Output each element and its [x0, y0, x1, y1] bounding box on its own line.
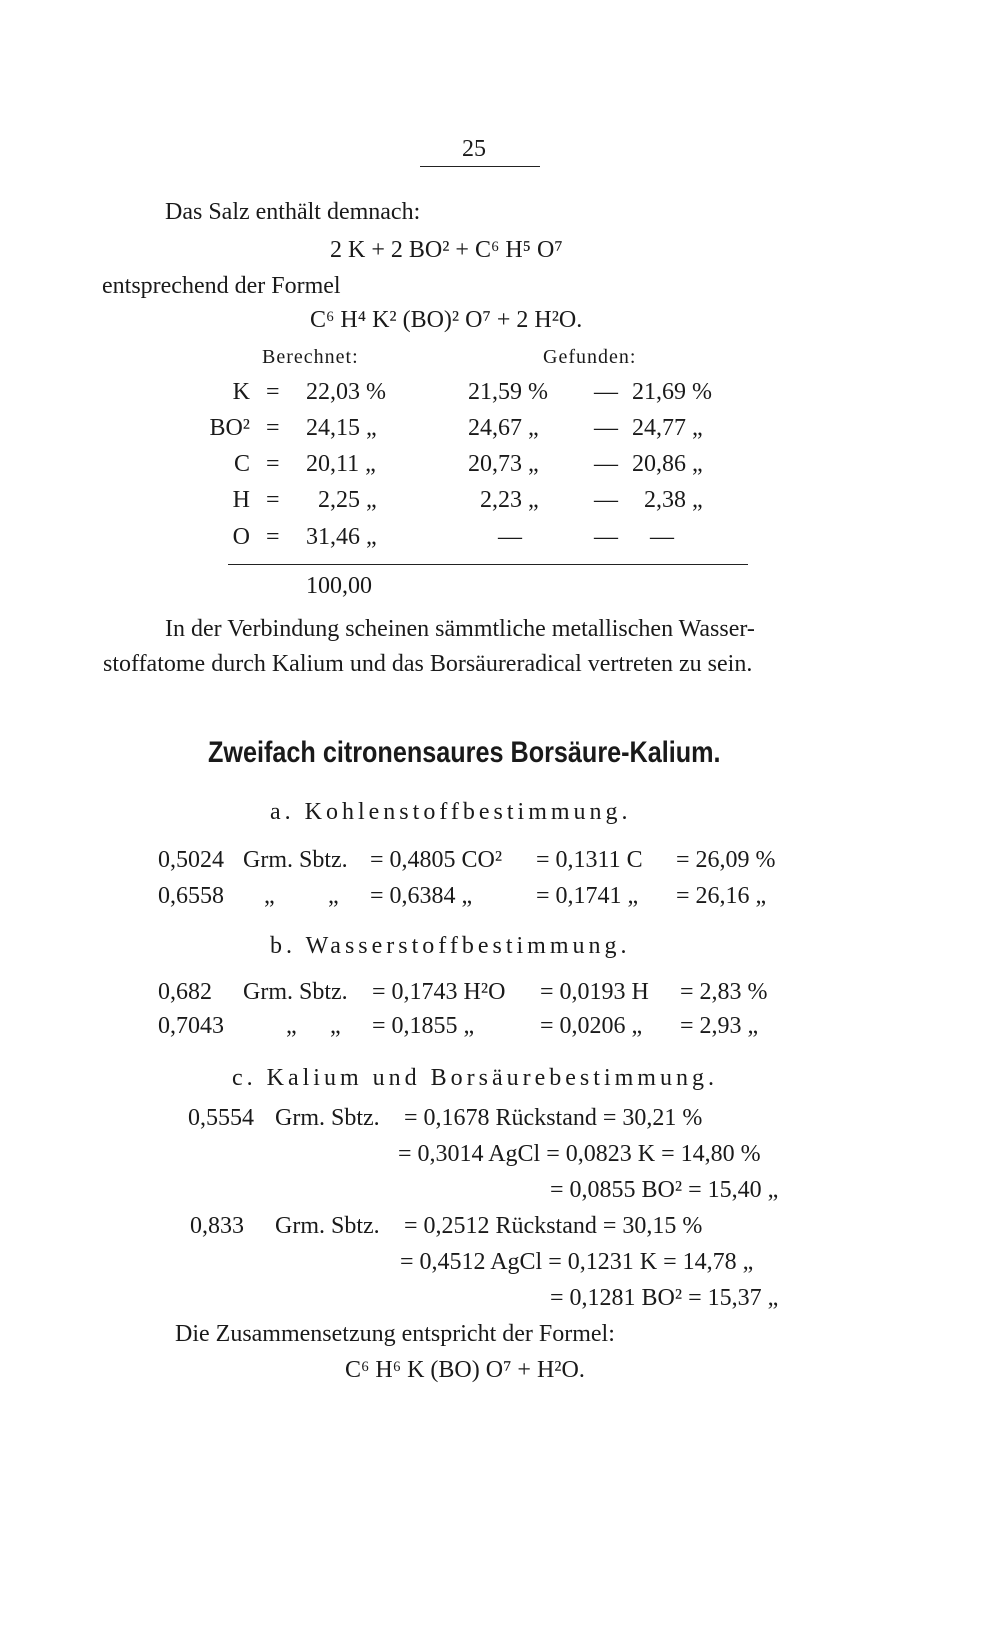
sample-unit: „ — [330, 1013, 341, 1039]
percent-value: = 2,83 % — [680, 979, 768, 1005]
result-equals: = — [266, 524, 280, 550]
element-value: = 0,1311 C — [536, 847, 643, 873]
result-calculated: 31,46 „ — [306, 524, 377, 550]
intro-line-2: entsprechend der Formel — [102, 273, 341, 299]
result-dash: — — [594, 487, 618, 513]
measured-value: = 0,4805 CO² — [370, 847, 503, 873]
result-found-1: — — [498, 524, 522, 550]
measured-value: = 0,1743 H²O — [372, 979, 506, 1005]
result-element: K — [232, 379, 250, 405]
analysis-line: = 0,2512 Rückstand = 30,15 % — [404, 1213, 703, 1239]
analysis-line: = 0,3014 AgCl = 0,0823 K = 14,80 % — [398, 1141, 761, 1167]
conclusion-line: Die Zusammensetzung entspricht der Formel: — [175, 1321, 615, 1347]
result-calculated: 24,15 „ — [306, 415, 377, 441]
sample-unit: „ — [286, 1013, 297, 1039]
subsection-c-title: c. Kalium und Borsäurebestimmung. — [232, 1065, 718, 1091]
result-calculated: 2,25 „ — [318, 487, 377, 513]
result-total: 100,00 — [306, 573, 372, 599]
sample-unit: Grm. Sbtz. — [275, 1213, 380, 1239]
result-found-2: 24,77 „ — [632, 415, 703, 441]
result-calculated: 22,03 % — [306, 379, 386, 405]
result-found-2: 21,69 % — [632, 379, 712, 405]
result-equals: = — [266, 451, 280, 477]
result-equals: = — [266, 379, 280, 405]
result-found-2: — — [650, 524, 674, 550]
conclusion-formula: C⁶ H⁶ K (BO) O⁷ + H²O. — [345, 1357, 585, 1383]
intro-line-1: Das Salz enthält demnach: — [165, 199, 421, 225]
page-number: 25 — [462, 136, 486, 162]
sample-weight: 0,6558 — [158, 883, 224, 909]
sample-unit: „ — [328, 883, 339, 909]
element-value: = 0,1741 „ — [536, 883, 639, 909]
sample-weight: 0,7043 — [158, 1013, 224, 1039]
result-found-1: 2,23 „ — [480, 487, 539, 513]
element-value: = 0,0206 „ — [540, 1013, 643, 1039]
measured-value: = 0,1855 „ — [372, 1013, 475, 1039]
sample-unit: Grm. Sbtz. — [275, 1105, 380, 1131]
page-number-rule — [420, 166, 540, 167]
intro-formula: C⁶ H⁴ K² (BO)² O⁷ + 2 H²O. — [310, 307, 583, 333]
subsection-b-title: b. Wasserstoffbestimmung. — [270, 933, 631, 959]
analysis-line: = 0,4512 AgCl = 0,1231 K = 14,78 „ — [400, 1249, 754, 1275]
result-dash: — — [594, 379, 618, 405]
result-element: H — [232, 487, 250, 513]
result-element: C — [233, 451, 250, 477]
result-found-2: 20,86 „ — [632, 451, 703, 477]
analysis-line: = 0,1678 Rückstand = 30,21 % — [404, 1105, 703, 1131]
paragraph-line-2: stoffatome durch Kalium und das Borsäureradical vertreten zu sein. — [103, 651, 753, 677]
sample-weight: 0,682 — [158, 979, 212, 1005]
paragraph-line-1: In der Verbindung scheinen sämmtliche metallischen Wasser- — [165, 616, 755, 642]
percent-value: = 26,09 % — [676, 847, 776, 873]
analysis-line: = 0,0855 BO² = 15,40 „ — [550, 1177, 779, 1203]
measured-value: = 0,6384 „ — [370, 883, 473, 909]
total-rule — [228, 564, 748, 565]
result-dash: — — [594, 415, 618, 441]
result-found-1: 20,73 „ — [468, 451, 539, 477]
sample-weight: 0,5024 — [158, 847, 224, 873]
element-value: = 0,0193 H — [540, 979, 649, 1005]
sample-unit: Grm. Sbtz. — [243, 979, 348, 1005]
subsection-a-title: a. Kohlenstoffbestimmung. — [270, 799, 632, 825]
result-element: BO² — [209, 415, 250, 441]
sample-unit: „ — [264, 883, 275, 909]
analysis-line: = 0,1281 BO² = 15,37 „ — [550, 1285, 779, 1311]
result-element: O — [232, 524, 250, 550]
result-dash: — — [594, 451, 618, 477]
result-found-1: 21,59 % — [468, 379, 548, 405]
result-calculated: 20,11 „ — [306, 451, 376, 477]
result-equals: = — [266, 415, 280, 441]
section-title: Zweifach citronensaures Borsäure-Kalium. — [208, 736, 721, 769]
sample-weight: 0,833 — [190, 1213, 244, 1239]
result-found-1: 24,67 „ — [468, 415, 539, 441]
result-found-2: 2,38 „ — [644, 487, 703, 513]
gefunden-label: Gefunden: — [543, 346, 637, 368]
percent-value: = 26,16 „ — [676, 883, 767, 909]
result-dash: — — [594, 524, 618, 550]
result-equals: = — [266, 487, 280, 513]
sample-unit: Grm. Sbtz. — [243, 847, 348, 873]
intro-composition: 2 K + 2 BO² + C⁶ H⁵ O⁷ — [330, 237, 563, 263]
percent-value: = 2,93 „ — [680, 1013, 759, 1039]
berechnet-label: Berechnet: — [262, 346, 359, 368]
sample-weight: 0,5554 — [188, 1105, 254, 1131]
